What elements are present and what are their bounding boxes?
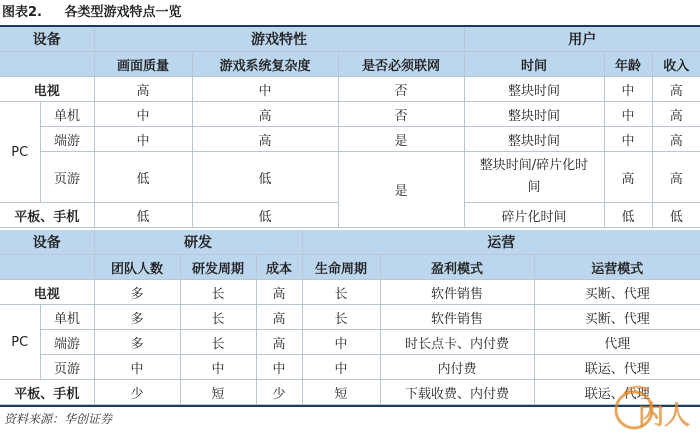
cell: 整块时间: [464, 77, 604, 102]
header-operations: 运营: [302, 230, 700, 255]
cell: 高: [604, 152, 652, 203]
table-row: [0, 102, 700, 127]
row-label-web: 页游: [40, 152, 94, 203]
cell-online-web: 是: [338, 152, 464, 228]
header-users: 用户: [464, 27, 700, 52]
table-row: [0, 280, 700, 305]
figure-caption: [2, 0, 182, 26]
cell: 时长点卡、内付费: [380, 330, 534, 355]
cell: 高: [94, 77, 192, 102]
cell: 低: [604, 203, 652, 228]
cell: 中: [256, 355, 302, 380]
cell: 否: [338, 102, 464, 127]
cell: 联运、代理: [534, 380, 700, 405]
cell: 整块时间: [464, 127, 604, 152]
cell: 软件销售: [380, 280, 534, 305]
subheader-lifecycle: 生命周期: [302, 255, 380, 280]
row-label-pc: PC: [0, 102, 40, 203]
cell: 中: [94, 355, 180, 380]
table-row: [0, 77, 700, 102]
cell: 高: [652, 127, 700, 152]
table-row: [0, 152, 700, 203]
row-label-tv: 电视: [0, 280, 94, 305]
cell: 低: [94, 152, 192, 203]
subheader-time: 时间: [464, 52, 604, 77]
cell: 长: [302, 305, 380, 330]
row-label-tablet: 平板、手机: [0, 203, 94, 228]
cell: 高: [256, 330, 302, 355]
source-note: 资料来源：华创证券: [4, 412, 113, 426]
cell: 高: [652, 102, 700, 127]
cell: 中: [604, 127, 652, 152]
subheader-ops-model: 运营模式: [534, 255, 700, 280]
subheader-cost: 成本: [256, 255, 302, 280]
figure-title: 各类型游戏特点一览: [64, 5, 182, 20]
cell: 高: [652, 77, 700, 102]
cell: 长: [180, 280, 256, 305]
game-features-table: [0, 27, 700, 228]
cell: 代理: [534, 330, 700, 355]
watermark-logo: [608, 380, 696, 432]
row-label-client: 端游: [40, 330, 94, 355]
cell: 高: [652, 152, 700, 203]
cell: 中: [302, 330, 380, 355]
subheader-income: 收入: [652, 52, 700, 77]
cell: 低: [192, 203, 338, 228]
table-row: [0, 305, 700, 330]
header-blank: [0, 52, 94, 77]
cell: 中: [302, 355, 380, 380]
subheader-profit-model: 盈利模式: [380, 255, 534, 280]
cell: 短: [180, 380, 256, 405]
header-device-2: 设备: [0, 230, 94, 255]
cell: 多: [94, 330, 180, 355]
cell: 中: [94, 102, 192, 127]
cell: 中: [94, 127, 192, 152]
cell: 高: [192, 127, 338, 152]
row-label-single: 单机: [40, 305, 94, 330]
cell: 整块时间/碎片化时间: [464, 152, 604, 203]
subheader-complexity: 游戏系统复杂度: [192, 52, 338, 77]
cell: 中: [180, 355, 256, 380]
cell: 联运、代理: [534, 355, 700, 380]
subheader-graphics: 画面质量: [94, 52, 192, 77]
table-row: [0, 330, 700, 355]
subheader-dev-cycle: 研发周期: [180, 255, 256, 280]
header-game-features: 游戏特性: [94, 27, 464, 52]
cell: 软件销售: [380, 305, 534, 330]
row-label-web: 页游: [40, 355, 94, 380]
cell: 低: [652, 203, 700, 228]
rd-operations-table: [0, 230, 700, 405]
cell: 少: [94, 380, 180, 405]
header-blank-2: [0, 255, 94, 280]
row-label-pc: PC: [0, 305, 40, 380]
cell: 下载收费、内付费: [380, 380, 534, 405]
table-row: [0, 127, 700, 152]
header-rd: 研发: [94, 230, 302, 255]
cell: 长: [180, 305, 256, 330]
cell: 买断、代理: [534, 280, 700, 305]
cell: 长: [302, 280, 380, 305]
cell: 低: [94, 203, 192, 228]
watermark-text: 内人: [638, 401, 691, 431]
figure-number: 图表2.: [2, 5, 42, 20]
cell: 多: [94, 280, 180, 305]
row-label-single: 单机: [40, 102, 94, 127]
row-label-tv: 电视: [0, 77, 94, 102]
cell: 长: [180, 330, 256, 355]
cell: 短: [302, 380, 380, 405]
cell: 否: [338, 77, 464, 102]
cell: 少: [256, 380, 302, 405]
table-row: [0, 355, 700, 380]
cell: 中: [604, 102, 652, 127]
subheader-online: 是否必须联网: [338, 52, 464, 77]
cell: 内付费: [380, 355, 534, 380]
cell: 碎片化时间: [464, 203, 604, 228]
cell: 多: [94, 305, 180, 330]
subheader-team-size: 团队人数: [94, 255, 180, 280]
row-label-client: 端游: [40, 127, 94, 152]
cell: 是: [338, 127, 464, 152]
row-label-tablet: 平板、手机: [0, 380, 94, 405]
cell: 高: [256, 280, 302, 305]
cell: 买断、代理: [534, 305, 700, 330]
cell: 中: [192, 77, 338, 102]
cell: 高: [256, 305, 302, 330]
subheader-age: 年龄: [604, 52, 652, 77]
header-device: 设备: [0, 27, 94, 52]
cell: 低: [192, 152, 338, 203]
table-row: [0, 380, 700, 405]
cell: 中: [604, 77, 652, 102]
bottom-rule: [0, 405, 700, 407]
cell: 整块时间: [464, 102, 604, 127]
cell: 高: [192, 102, 338, 127]
